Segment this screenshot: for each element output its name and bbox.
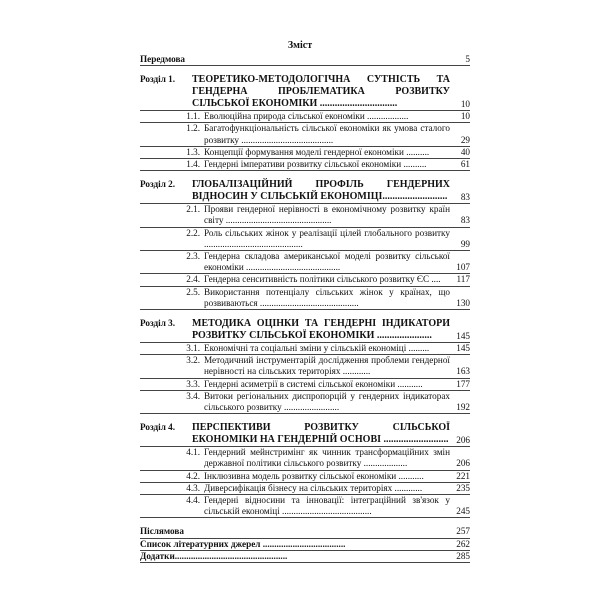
toc-page-number: 130	[456, 297, 470, 308]
section-title: Гендерні відносини та інновації: інтеграційний зв'язок у сільській економіці .......................................	[204, 495, 450, 517]
chapter-number: Розділ 3.	[140, 318, 176, 329]
toc-section-row[interactable]	[140, 111, 470, 123]
chapter-number: Розділ 1.	[140, 74, 176, 85]
toc-entry-title: Список літературних джерел ....................................	[140, 538, 346, 549]
toc-back-row[interactable]	[140, 539, 470, 551]
section-number: 3.1.	[186, 343, 200, 354]
toc-page-number: 117	[456, 274, 470, 285]
toc-page-number: 99	[460, 238, 470, 249]
toc-page-number: 40	[460, 146, 470, 157]
section-number: 4.2.	[186, 470, 200, 481]
section-number: 2.5.	[186, 286, 200, 297]
toc-section-row[interactable]	[140, 447, 470, 470]
section-title: Концепції формування моделі гендерної економіки ..........	[204, 146, 430, 157]
toc-page-number: 5	[465, 54, 470, 64]
toc-page-number: 61	[460, 159, 470, 170]
toc-back-row[interactable]	[140, 526, 470, 538]
toc-page-number: 83	[460, 215, 470, 226]
toc-section-row[interactable]	[140, 495, 470, 518]
toc-section-row[interactable]	[140, 274, 470, 286]
toc-page-number: 29	[460, 134, 470, 145]
section-title: Прояви гендерної нерівності в економічному розвитку країн світу ..............................................	[204, 204, 450, 226]
toc-chapter-row[interactable]	[140, 179, 470, 204]
section-title: Диверсифікація бізнесу на сільських територіях ............	[204, 482, 423, 493]
section-title: Еволюційна природа сільської економіки ..................	[204, 111, 409, 122]
toc-page-number: 10	[460, 111, 470, 122]
toc-page-number: 177	[456, 378, 470, 389]
section-title: Економічні та соціальні зміни у сільській економіці .........	[204, 343, 430, 354]
section-number: 4.4.	[186, 495, 200, 506]
section-title: Витоки регіональних диспропорцій у гендерних індикаторах сільського розвитку ........................	[204, 390, 450, 413]
toc-section-row[interactable]	[140, 204, 470, 227]
section-title: Гендерні імперативи розвитку сільської економіки ..........	[204, 159, 427, 170]
section-title: Гендерна сенситивність політики сільського розвитку ЄС ....	[204, 274, 441, 285]
section-title: Гендерні асиметрії в системі сільської економіки ...........	[204, 378, 423, 389]
chapter-title: ТЕОРЕТИКО-МЕТОДОЛОГІЧНА СУТНІСТЬ ТА ГЕНДЕРНА ПРОБЛЕМАТИКА РОЗВИТКУ СІЛЬСЬКОЇ ЕКОНОМІКИ ...............................	[192, 74, 450, 110]
section-title: Методичний інструментарій дослідження проблеми гендерної нерівності на сільських територіях ............	[204, 355, 450, 377]
toc-chapter-row[interactable]	[140, 74, 470, 111]
table-of-contents	[140, 54, 470, 563]
toc-page-number: 107	[456, 262, 470, 273]
section-number: 3.3.	[186, 378, 200, 389]
toc-entry-title: Додатки.................................................	[140, 550, 288, 561]
chapter-title: ПЕРСПЕКТИВИ РОЗВИТКУ СІЛЬСЬКОЇ ЕКОНОМІКИ НА ГЕНДЕРНІЙ ОСНОВІ ..........................	[192, 422, 450, 446]
toc-page-number: 10	[460, 99, 470, 109]
toc-page-number: 83	[460, 192, 470, 203]
toc-chapter-row[interactable]	[140, 318, 470, 343]
toc-page-number: 145	[456, 330, 470, 341]
section-number: 2.1.	[186, 204, 200, 215]
toc-section-row[interactable]	[140, 343, 470, 355]
toc-chapter-row[interactable]	[140, 422, 470, 447]
chapter-number: Розділ 4.	[140, 422, 176, 433]
section-number: 1.2.	[186, 123, 200, 134]
toc-section-row[interactable]	[140, 391, 470, 414]
toc-section-row[interactable]	[140, 471, 470, 483]
toc-page-number: 257	[456, 526, 470, 537]
toc-section-row[interactable]	[140, 123, 470, 146]
toc-page-number: 262	[456, 538, 470, 549]
section-number: 2.4.	[186, 274, 200, 285]
section-number: 4.3.	[186, 482, 200, 493]
toc-page-number: 145	[456, 343, 470, 354]
section-title: Багатофункціональність сільської економіки як умова сталого розвитку ........................................	[204, 123, 450, 145]
toc-page-number: 245	[456, 506, 470, 517]
section-number: 1.3.	[186, 146, 200, 157]
toc-front-row[interactable]	[140, 54, 470, 66]
toc-entry-title: Передмова	[140, 54, 185, 64]
chapter-number: Розділ 2.	[140, 179, 176, 190]
section-title: Інклюзивна модель розвитку сільської економіки ...........	[204, 470, 424, 481]
section-number: 4.1.	[186, 447, 200, 458]
toc-page-number: 235	[456, 482, 470, 493]
section-title: Використання потенціалу сільських жінок у країнах, що розвиваються ...........................................	[204, 286, 450, 308]
toc-page-number: 285	[456, 550, 470, 561]
section-title: Гендерний мейнстримінг як чинник трансформаційних змін державної політики сільського розвитку ...................	[204, 447, 450, 469]
toc-section-row[interactable]	[140, 251, 470, 274]
toc-page-number: 221	[456, 470, 470, 481]
chapter-title: ГЛОБАЛІЗАЦІЙНИЙ ПРОФІЛЬ ГЕНДЕРНИХ ВІДНОСИН У СІЛЬСЬКІЙ ЕКОНОМІЦІ..........................	[192, 179, 450, 203]
section-number: 1.4.	[186, 159, 200, 170]
toc-page-number: 206	[456, 458, 470, 469]
toc-section-row[interactable]	[140, 483, 470, 495]
toc-back-row[interactable]	[140, 551, 470, 563]
toc-page-number: 192	[456, 402, 470, 413]
section-number: 2.2.	[186, 227, 200, 238]
toc-section-row[interactable]	[140, 147, 470, 159]
section-number: 3.4.	[186, 390, 200, 401]
toc-entry-title: Післямова	[140, 526, 184, 537]
section-number: 2.3.	[186, 251, 200, 262]
chapter-title: МЕТОДИКА ОЦІНКИ ТА ГЕНДЕРНІ ІНДИКАТОРИ РОЗВИТКУ СІЛЬСЬКОЇ ЕКОНОМІКИ ......................	[192, 318, 450, 342]
toc-section-row[interactable]	[140, 379, 470, 391]
toc-section-row[interactable]	[140, 159, 470, 171]
toc-section-row[interactable]	[140, 228, 470, 251]
section-title: Гендерна складова американської моделі розвитку сільської економіки .........................................	[204, 251, 450, 273]
toc-page-number: 206	[456, 435, 470, 446]
page-title: Зміст	[287, 40, 313, 51]
toc-page-number: 163	[456, 366, 470, 377]
section-title: Роль сільських жінок у реалізації цілей глобального розвитку ...........................................	[204, 227, 450, 249]
toc-section-row[interactable]	[140, 355, 470, 378]
section-number: 1.1.	[186, 111, 200, 122]
section-number: 3.2.	[186, 355, 200, 366]
toc-section-row[interactable]	[140, 287, 470, 310]
